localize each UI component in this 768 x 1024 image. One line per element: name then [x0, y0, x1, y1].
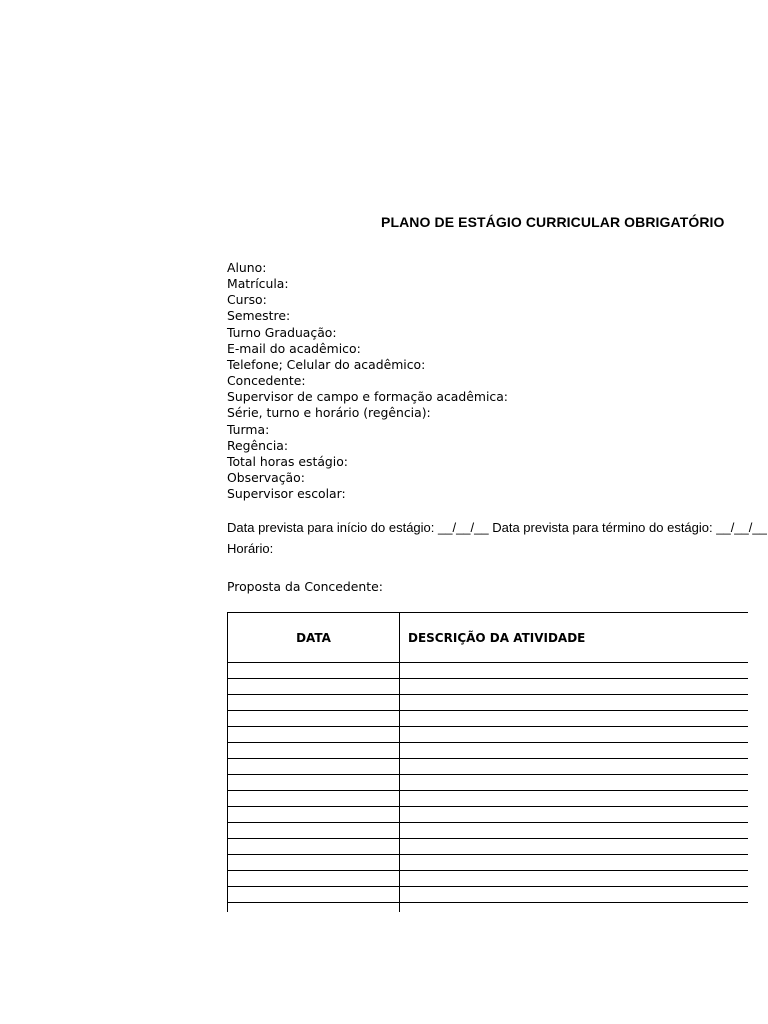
- field-matricula: Matrícula:: [227, 276, 289, 292]
- table-header: [228, 613, 748, 663]
- field-total-horas: Total horas estágio:: [227, 453, 348, 469]
- table-row: [228, 791, 748, 807]
- table-cell-data: [228, 823, 400, 838]
- table-cell-data: [228, 775, 400, 790]
- table-cell-descricao: [400, 727, 748, 742]
- table-row: [228, 759, 748, 775]
- field-aluno: Aluno:: [227, 260, 267, 275]
- table-cell-data: [228, 727, 400, 742]
- field-curso: Curso:: [227, 292, 267, 308]
- table-cell-descricao: [400, 903, 748, 912]
- document-title: PLANO DE ESTÁGIO CURRICULAR OBRIGATÓRIO: [381, 214, 725, 230]
- table-cell-descricao: [400, 887, 748, 902]
- proposta-label: Proposta da Concedente:: [227, 579, 383, 594]
- dates-line: Data prevista para início do estágio: __/__/__ Data prevista para término do estágio: __/__/__: [227, 520, 767, 535]
- table-cell-descricao: [400, 759, 748, 774]
- field-turma: Turma:: [227, 421, 270, 437]
- table-cell-data: [228, 695, 400, 710]
- table-cell-data: [228, 743, 400, 758]
- table-row: [228, 871, 748, 887]
- table-cell-descricao: [400, 695, 748, 710]
- table-row: [228, 711, 748, 727]
- activity-table: [227, 612, 748, 912]
- table-row: [228, 663, 748, 679]
- table-cell-data: [228, 679, 400, 694]
- field-semestre: Semestre:: [227, 308, 291, 324]
- table-row: [228, 743, 748, 759]
- table-cell-data: [228, 711, 400, 726]
- table-cell-descricao: [400, 711, 748, 726]
- table-cell-descricao: [400, 679, 748, 694]
- field-telefone: Telefone; Celular do acadêmico:: [227, 356, 426, 372]
- table-cell-descricao: [400, 807, 748, 822]
- table-row: [228, 823, 748, 839]
- table-cell-data: [228, 871, 400, 886]
- field-supervisor-escolar: Supervisor escolar:: [227, 486, 346, 502]
- student-info-fields: [227, 260, 508, 502]
- field-supervisor-campo: Supervisor de campo e formação acadêmica:: [227, 389, 508, 405]
- table-cell-descricao: [400, 791, 748, 806]
- column-header-data: DATA: [228, 613, 400, 662]
- table-cell-data: [228, 791, 400, 806]
- field-email: E-mail do acadêmico:: [227, 340, 361, 356]
- field-serie-turno-horario: Série, turno e horário (regência):: [227, 405, 431, 421]
- table-cell-data: [228, 663, 400, 678]
- table-row: [228, 775, 748, 791]
- table-cell-data: [228, 759, 400, 774]
- table-cell-descricao: [400, 775, 748, 790]
- table-body: [228, 663, 748, 912]
- table-cell-descricao: [400, 855, 748, 870]
- table-cell-descricao: [400, 839, 748, 854]
- field-turno-graduacao: Turno Graduação:: [227, 324, 337, 340]
- table-cell-descricao: [400, 743, 748, 758]
- table-cell-descricao: [400, 823, 748, 838]
- table-cell-data: [228, 903, 400, 912]
- table-row: [228, 695, 748, 711]
- table-row: [228, 679, 748, 695]
- table-cell-data: [228, 887, 400, 902]
- table-cell-data: [228, 839, 400, 854]
- field-regencia: Regência:: [227, 437, 289, 453]
- column-header-descricao: DESCRIÇÃO DA ATIVIDADE: [408, 630, 586, 645]
- table-row: [228, 887, 748, 903]
- table-row: [228, 807, 748, 823]
- field-concedente: Concedente:: [227, 373, 306, 389]
- table-cell-data: [228, 807, 400, 822]
- field-observacao: Observação:: [227, 470, 305, 486]
- table-cell-descricao: [400, 663, 748, 678]
- table-row: [228, 903, 748, 912]
- table-cell-descricao: [400, 871, 748, 886]
- table-row: [228, 727, 748, 743]
- table-cell-data: [228, 855, 400, 870]
- horario-label: Horário:: [227, 541, 274, 556]
- table-row: [228, 855, 748, 871]
- table-row: [228, 839, 748, 855]
